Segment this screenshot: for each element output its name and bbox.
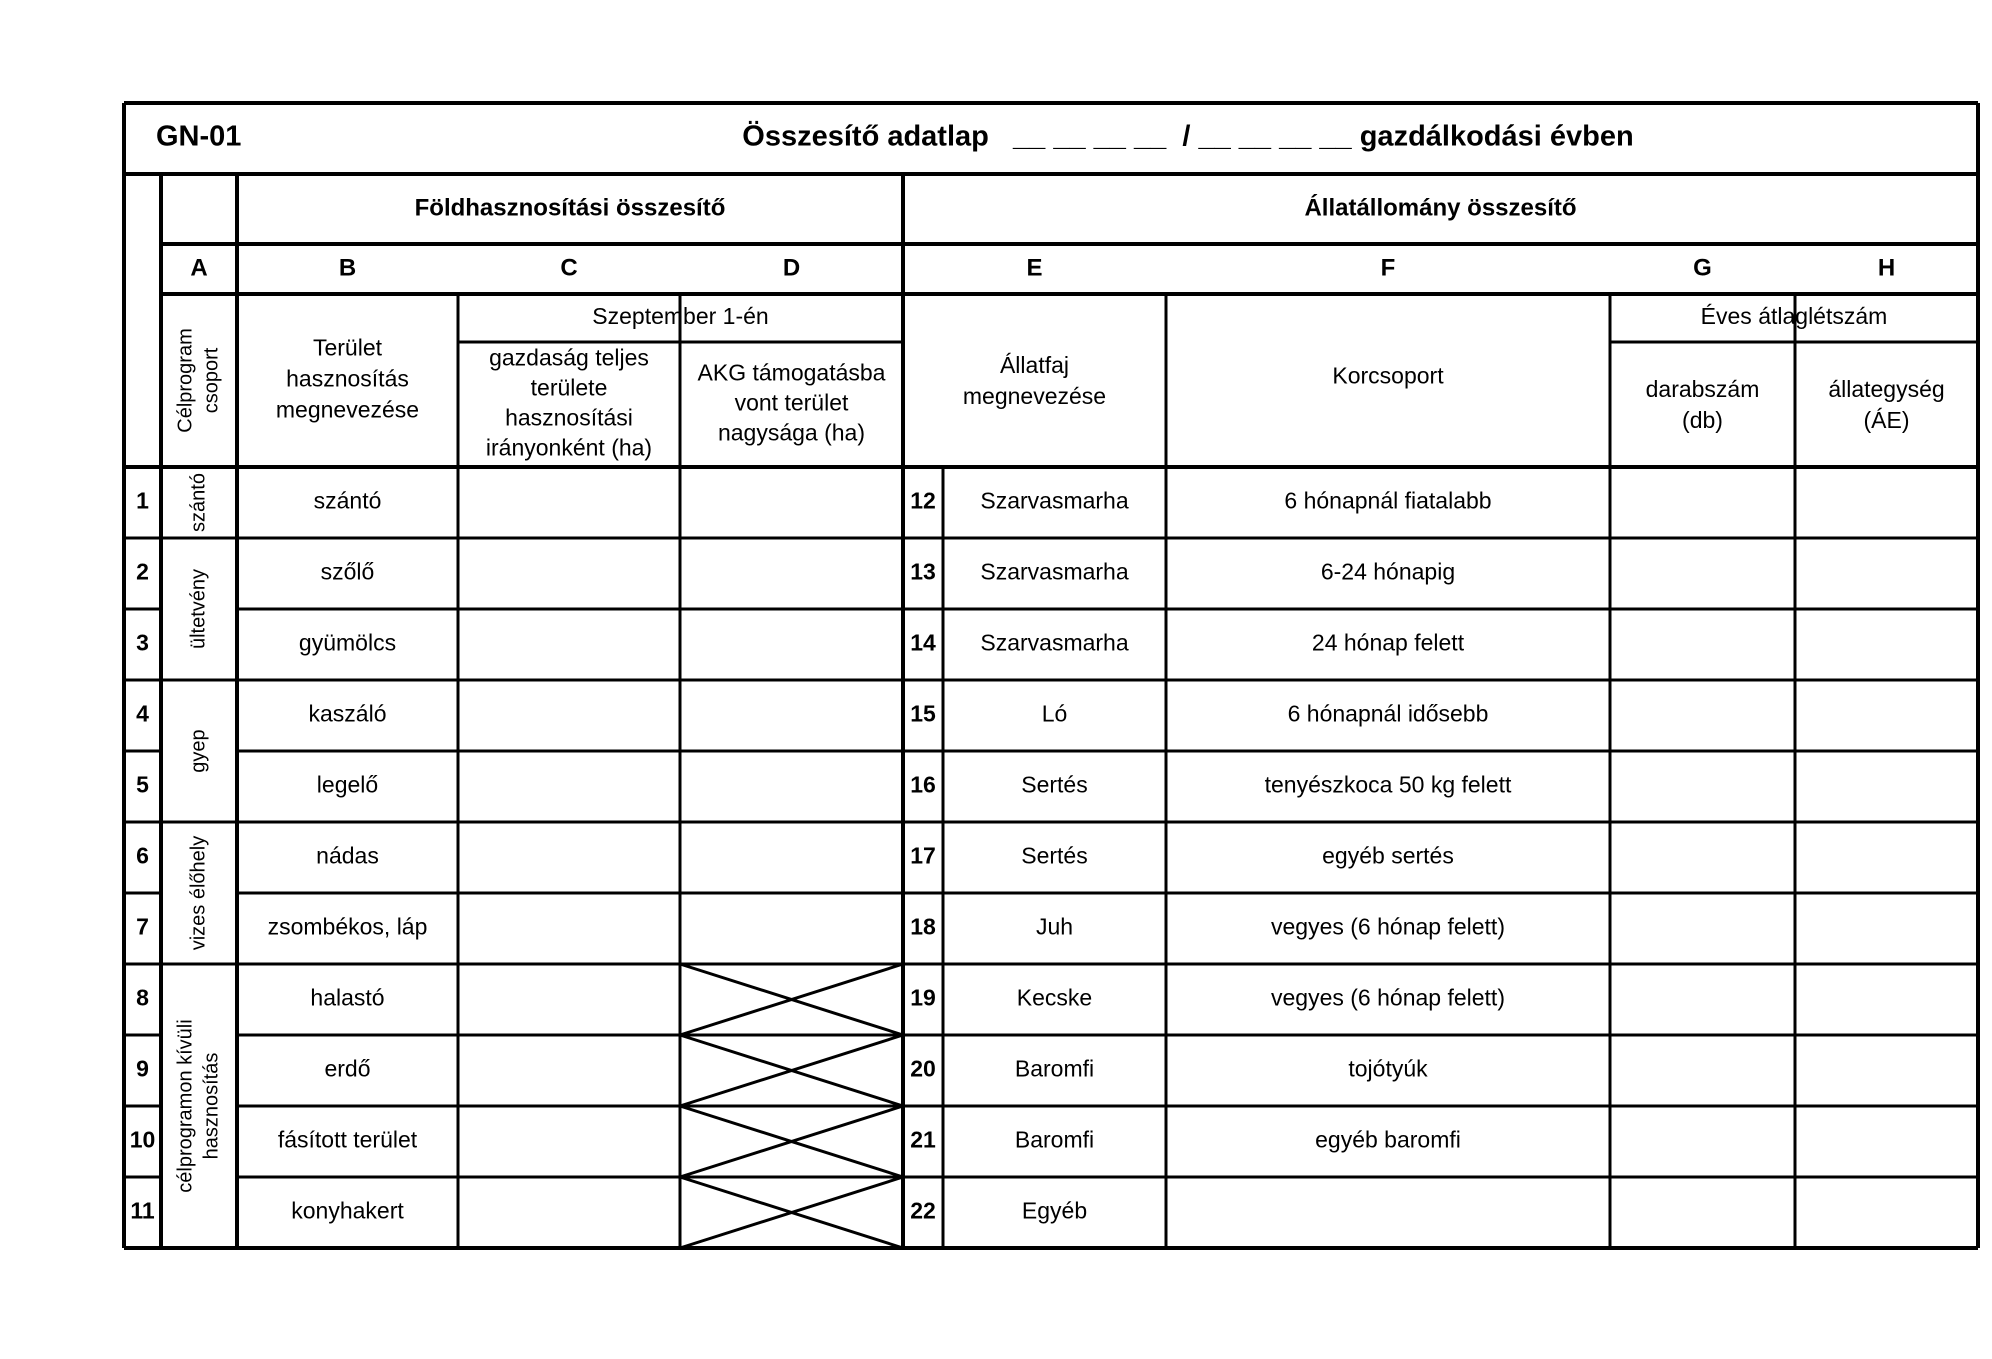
group-label: ültetvény [187, 568, 210, 650]
group-label: hasznosítás [200, 1052, 223, 1160]
column-letter-H: H [1877, 254, 1896, 282]
header-species: Állatfaj [999, 352, 1070, 379]
row-number: 19 [910, 984, 936, 1011]
land-use-name: nádas [316, 842, 379, 869]
form-labels [130, 120, 1945, 1224]
header-age-group: Korcsoport [1332, 362, 1444, 389]
row-number: 21 [910, 1126, 936, 1153]
header-total-area: hasznosítási [505, 404, 633, 431]
species-name: Sertés [1021, 771, 1088, 798]
header-group: Célprogram [174, 328, 197, 433]
header-total-area: területe [530, 374, 608, 401]
land-use-name: konyhakert [291, 1197, 404, 1224]
species-name: Juh [1035, 913, 1074, 940]
land-use-name: gyümölcs [298, 629, 397, 656]
header-species: megnevezése [962, 383, 1107, 410]
group-label: szántó [187, 473, 210, 532]
species-name: Szarvasmarha [980, 629, 1129, 656]
row-number: 18 [910, 913, 936, 940]
header-land-use: Terület [312, 334, 383, 361]
age-group: egyéb sertés [1322, 842, 1454, 869]
column-letter-C: C [560, 254, 578, 282]
land-use-name: erdő [324, 1055, 371, 1082]
row-number: 8 [136, 984, 149, 1011]
form-title: Összesítő adatlap __ __ __ __ / __ __ __ __ gazdálkodási évben [742, 120, 1634, 153]
land-use-name: legelő [316, 771, 379, 798]
row-number: 2 [136, 558, 149, 585]
header-total-area: irányonként (ha) [485, 434, 653, 461]
row-number: 17 [910, 842, 936, 869]
column-letter-E: E [1026, 254, 1043, 282]
age-group: 6 hónapnál fiatalabb [1284, 487, 1492, 514]
row-number: 16 [910, 771, 936, 798]
row-number: 3 [136, 629, 149, 656]
row-number: 13 [910, 558, 936, 585]
row-number: 14 [910, 629, 936, 656]
row-number: 12 [910, 487, 936, 514]
column-letter-B: B [338, 254, 357, 282]
column-letter-D: D [782, 254, 801, 282]
row-number: 20 [910, 1055, 936, 1082]
header-animal-units: (ÁE) [1863, 407, 1910, 434]
age-group: egyéb baromfi [1315, 1126, 1461, 1153]
header-land-use: megnevezése [275, 396, 420, 423]
land-use-name: szőlő [320, 558, 375, 585]
land-use-name: fásított terület [277, 1126, 418, 1153]
header-september-1: Szeptember 1-én [592, 303, 769, 330]
header-head-count: (db) [1682, 407, 1723, 434]
row-number: 6 [136, 842, 149, 869]
age-group: 6-24 hónapig [1320, 558, 1456, 585]
row-number: 5 [136, 771, 149, 798]
header-land-use: hasznosítás [286, 365, 409, 392]
form-code: GN-01 [156, 120, 242, 153]
land-use-name: halastó [310, 984, 385, 1011]
species-name: Baromfi [1014, 1055, 1095, 1082]
row-number: 1 [136, 487, 149, 514]
group-label: célprogramon kívüli [174, 1019, 197, 1193]
row-number: 7 [136, 913, 149, 940]
age-group: tenyészkoca 50 kg felett [1264, 771, 1512, 798]
header-group: csoport [200, 347, 223, 414]
column-letter-G: G [1693, 254, 1712, 282]
age-group: tojótyúk [1348, 1055, 1428, 1082]
species-name: Baromfi [1014, 1126, 1095, 1153]
species-name: Szarvasmarha [980, 487, 1129, 514]
species-name: Szarvasmarha [980, 558, 1129, 585]
header-annual-average: Éves átlaglétszám [1700, 303, 1888, 330]
row-number: 15 [910, 700, 936, 727]
header-animal-units: állategység [1828, 376, 1945, 403]
section-livestock-title: Állatállomány összesítő [1304, 194, 1577, 222]
row-number: 4 [136, 700, 149, 727]
header-head-count: darabszám [1645, 376, 1760, 403]
age-group: vegyes (6 hónap felett) [1271, 913, 1505, 940]
column-letter-A: A [190, 254, 208, 282]
group-label: vizes élőhely [187, 835, 210, 951]
age-group: 24 hónap felett [1311, 629, 1465, 656]
age-group: vegyes (6 hónap felett) [1271, 984, 1505, 1011]
species-name: Kecske [1016, 984, 1093, 1011]
row-number: 10 [129, 1126, 156, 1153]
section-land-title: Földhasznosítási összesítő [414, 194, 726, 222]
group-label: gyep [187, 729, 210, 773]
row-number: 11 [130, 1197, 155, 1224]
row-number: 22 [910, 1197, 936, 1224]
land-use-name: kaszáló [308, 700, 387, 727]
header-total-area: gazdaság teljes [489, 344, 649, 371]
land-use-name: zsombékos, láp [267, 913, 428, 940]
age-group: 6 hónapnál idősebb [1287, 700, 1489, 727]
header-akg-area: vont terület [734, 389, 849, 416]
land-use-name: szántó [313, 487, 382, 514]
column-letter-F: F [1380, 254, 1396, 282]
species-name: Sertés [1021, 842, 1088, 869]
species-name: Ló [1041, 700, 1068, 727]
header-akg-area: nagysága (ha) [717, 419, 866, 446]
species-name: Egyéb [1021, 1197, 1088, 1224]
header-akg-area: AKG támogatásba [697, 359, 886, 386]
row-number: 9 [136, 1055, 149, 1082]
